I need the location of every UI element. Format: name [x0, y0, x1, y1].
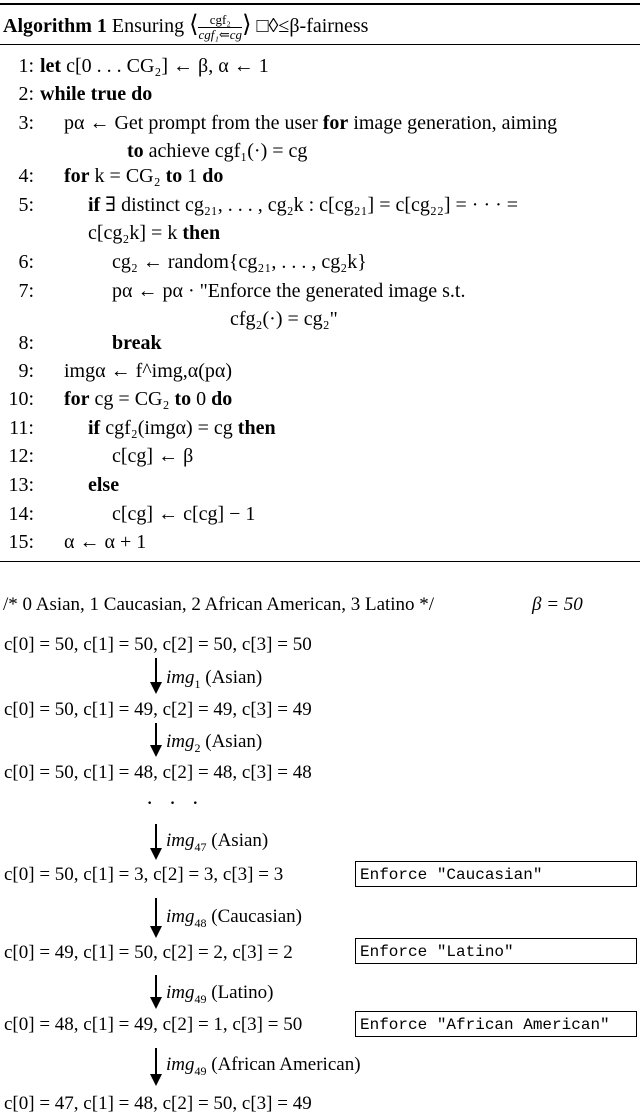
line-number: 4: [18, 165, 34, 187]
down-arrow-icon [150, 975, 162, 1009]
algorithm-line [0, 502, 255, 526]
category-comment: /* 0 Asian, 1 Caucasian, 2 African American, 3 Latino */ [3, 594, 435, 615]
generated-image-label: img$_{49}$ (Latino) [166, 982, 274, 1006]
line-number: 10: [8, 388, 34, 410]
line-number: 9: [18, 360, 34, 382]
algorithm-line [0, 444, 193, 468]
line-text: pα ← Get prompt from the user for image generation, aiming [64, 112, 558, 134]
line-continuation: c[cg₂k] = k then [88, 222, 221, 244]
algorithm-line [0, 359, 232, 383]
algorithm-line [0, 387, 232, 411]
generated-image-label: img$_1$ (Asian) [166, 667, 263, 691]
algorithm-title: Algorithm 1 Ensuring ⟨ cgf₂ cgf₁⇐cg ⟩ □◊≤β-fairness [3, 11, 369, 42]
title-frac-den: cgf₁⇐cg [198, 26, 243, 42]
line-number: 6: [18, 251, 34, 273]
algorithm-label: Algorithm 1 [3, 15, 107, 37]
generated-image-label: img$_2$ (Asian) [166, 731, 263, 755]
line-number: 2: [18, 83, 34, 105]
algorithm-title-suffix: □◊≤β-fairness [256, 15, 369, 37]
line-text: c[cg] ← β [112, 445, 194, 467]
enforce-prompt-box: Enforce "African American" [355, 1011, 637, 1037]
line-text: else [88, 474, 120, 496]
enforce-prompt-box: Enforce "Latino" [355, 938, 637, 964]
line-number: 15: [8, 531, 34, 553]
algorithm-line [0, 82, 152, 106]
algorithm-title-prefix: Ensuring [111, 15, 185, 37]
algorithm-line [0, 331, 162, 355]
algorithm-line [0, 193, 518, 217]
line-text: if cgf₂(imgα) = cg then [88, 417, 276, 439]
down-arrow-icon [150, 1048, 162, 1086]
line-number: 7: [18, 280, 34, 302]
algorithm-line [0, 250, 367, 274]
generated-image-label: img$_{47}$ (Asian) [166, 830, 269, 854]
algorithm-line [0, 164, 223, 188]
counter-state: c[0] = 47, c[1] = 48, c[2] = 50, c[3] = 49 [4, 1093, 312, 1114]
line-text: let c[0 . . . CG₂] ← β, α ← 1 [40, 55, 269, 77]
enforce-prompt-box: Enforce "Caucasian" [355, 861, 637, 887]
line-continuation: cfg₂(·) = cg₂" [230, 308, 338, 330]
line-text: pα ← pα · "Enforce the generated image s.t. [112, 280, 466, 302]
ellipsis: · · · [146, 790, 204, 815]
line-continuation: to achieve cgf₁(·) = cg [127, 140, 308, 162]
title-frac-num: cgf₂ [198, 13, 242, 28]
algorithm-line [0, 54, 269, 78]
line-text: while true do [40, 83, 153, 105]
algorithm-line [0, 416, 276, 440]
counter-state: c[0] = 49, c[1] = 50, c[2] = 2, c[3] = 2 [4, 942, 293, 963]
line-number: 5: [18, 194, 34, 216]
line-text: imgα ← f^img,α(pα) [64, 360, 233, 382]
algorithm-line [0, 473, 119, 497]
line-number: 12: [8, 445, 34, 467]
line-text: for k = CG₂ to 1 do [64, 165, 224, 187]
line-text: c[cg] ← c[cg] − 1 [112, 503, 256, 525]
example-comment [3, 594, 434, 616]
generated-image-label: img$_{48}$ (Caucasian) [166, 906, 302, 930]
counter-state: c[0] = 50, c[1] = 48, c[2] = 48, c[3] = 48 [4, 762, 312, 783]
top-rule [0, 3, 640, 5]
algorithm-line [0, 530, 146, 554]
down-arrow-icon [150, 898, 162, 938]
counter-state: c[0] = 48, c[1] = 49, c[2] = 1, c[3] = 50 [4, 1014, 303, 1035]
bottom-rule [0, 561, 640, 562]
line-text: for cg = CG₂ to 0 do [64, 388, 233, 410]
line-number: 11: [9, 417, 34, 439]
line-number: 13: [8, 474, 34, 496]
down-arrow-icon [150, 723, 162, 757]
line-text: if ∃ distinct cg₂₁, . . . , cg₂k : c[cg₂₁] = c[cg₂₂] = · · · = [88, 194, 519, 216]
line-number: 1: [18, 55, 34, 77]
title-rule [0, 44, 640, 45]
line-number: 14: [8, 503, 34, 525]
algorithm-line [0, 279, 465, 303]
down-arrow-icon [150, 824, 162, 860]
algorithm-line [0, 111, 557, 135]
counter-state: c[0] = 50, c[1] = 50, c[2] = 50, c[3] = 50 [4, 634, 312, 655]
line-number: 3: [18, 112, 34, 134]
line-number: 8: [18, 332, 34, 354]
counter-state: c[0] = 50, c[1] = 3, c[2] = 3, c[3] = 3 [4, 864, 284, 885]
counter-state: c[0] = 50, c[1] = 49, c[2] = 49, c[3] = 49 [4, 699, 312, 720]
line-text: break [112, 332, 162, 354]
down-arrow-icon [150, 658, 162, 694]
line-text: α ← α + 1 [64, 531, 147, 553]
generated-image-label: img$_{49}$ (African American) [166, 1054, 361, 1078]
line-text: cg₂ ← random{cg₂₁, . . . , cg₂k} [112, 251, 367, 273]
beta-value: β = 50 [532, 594, 583, 615]
